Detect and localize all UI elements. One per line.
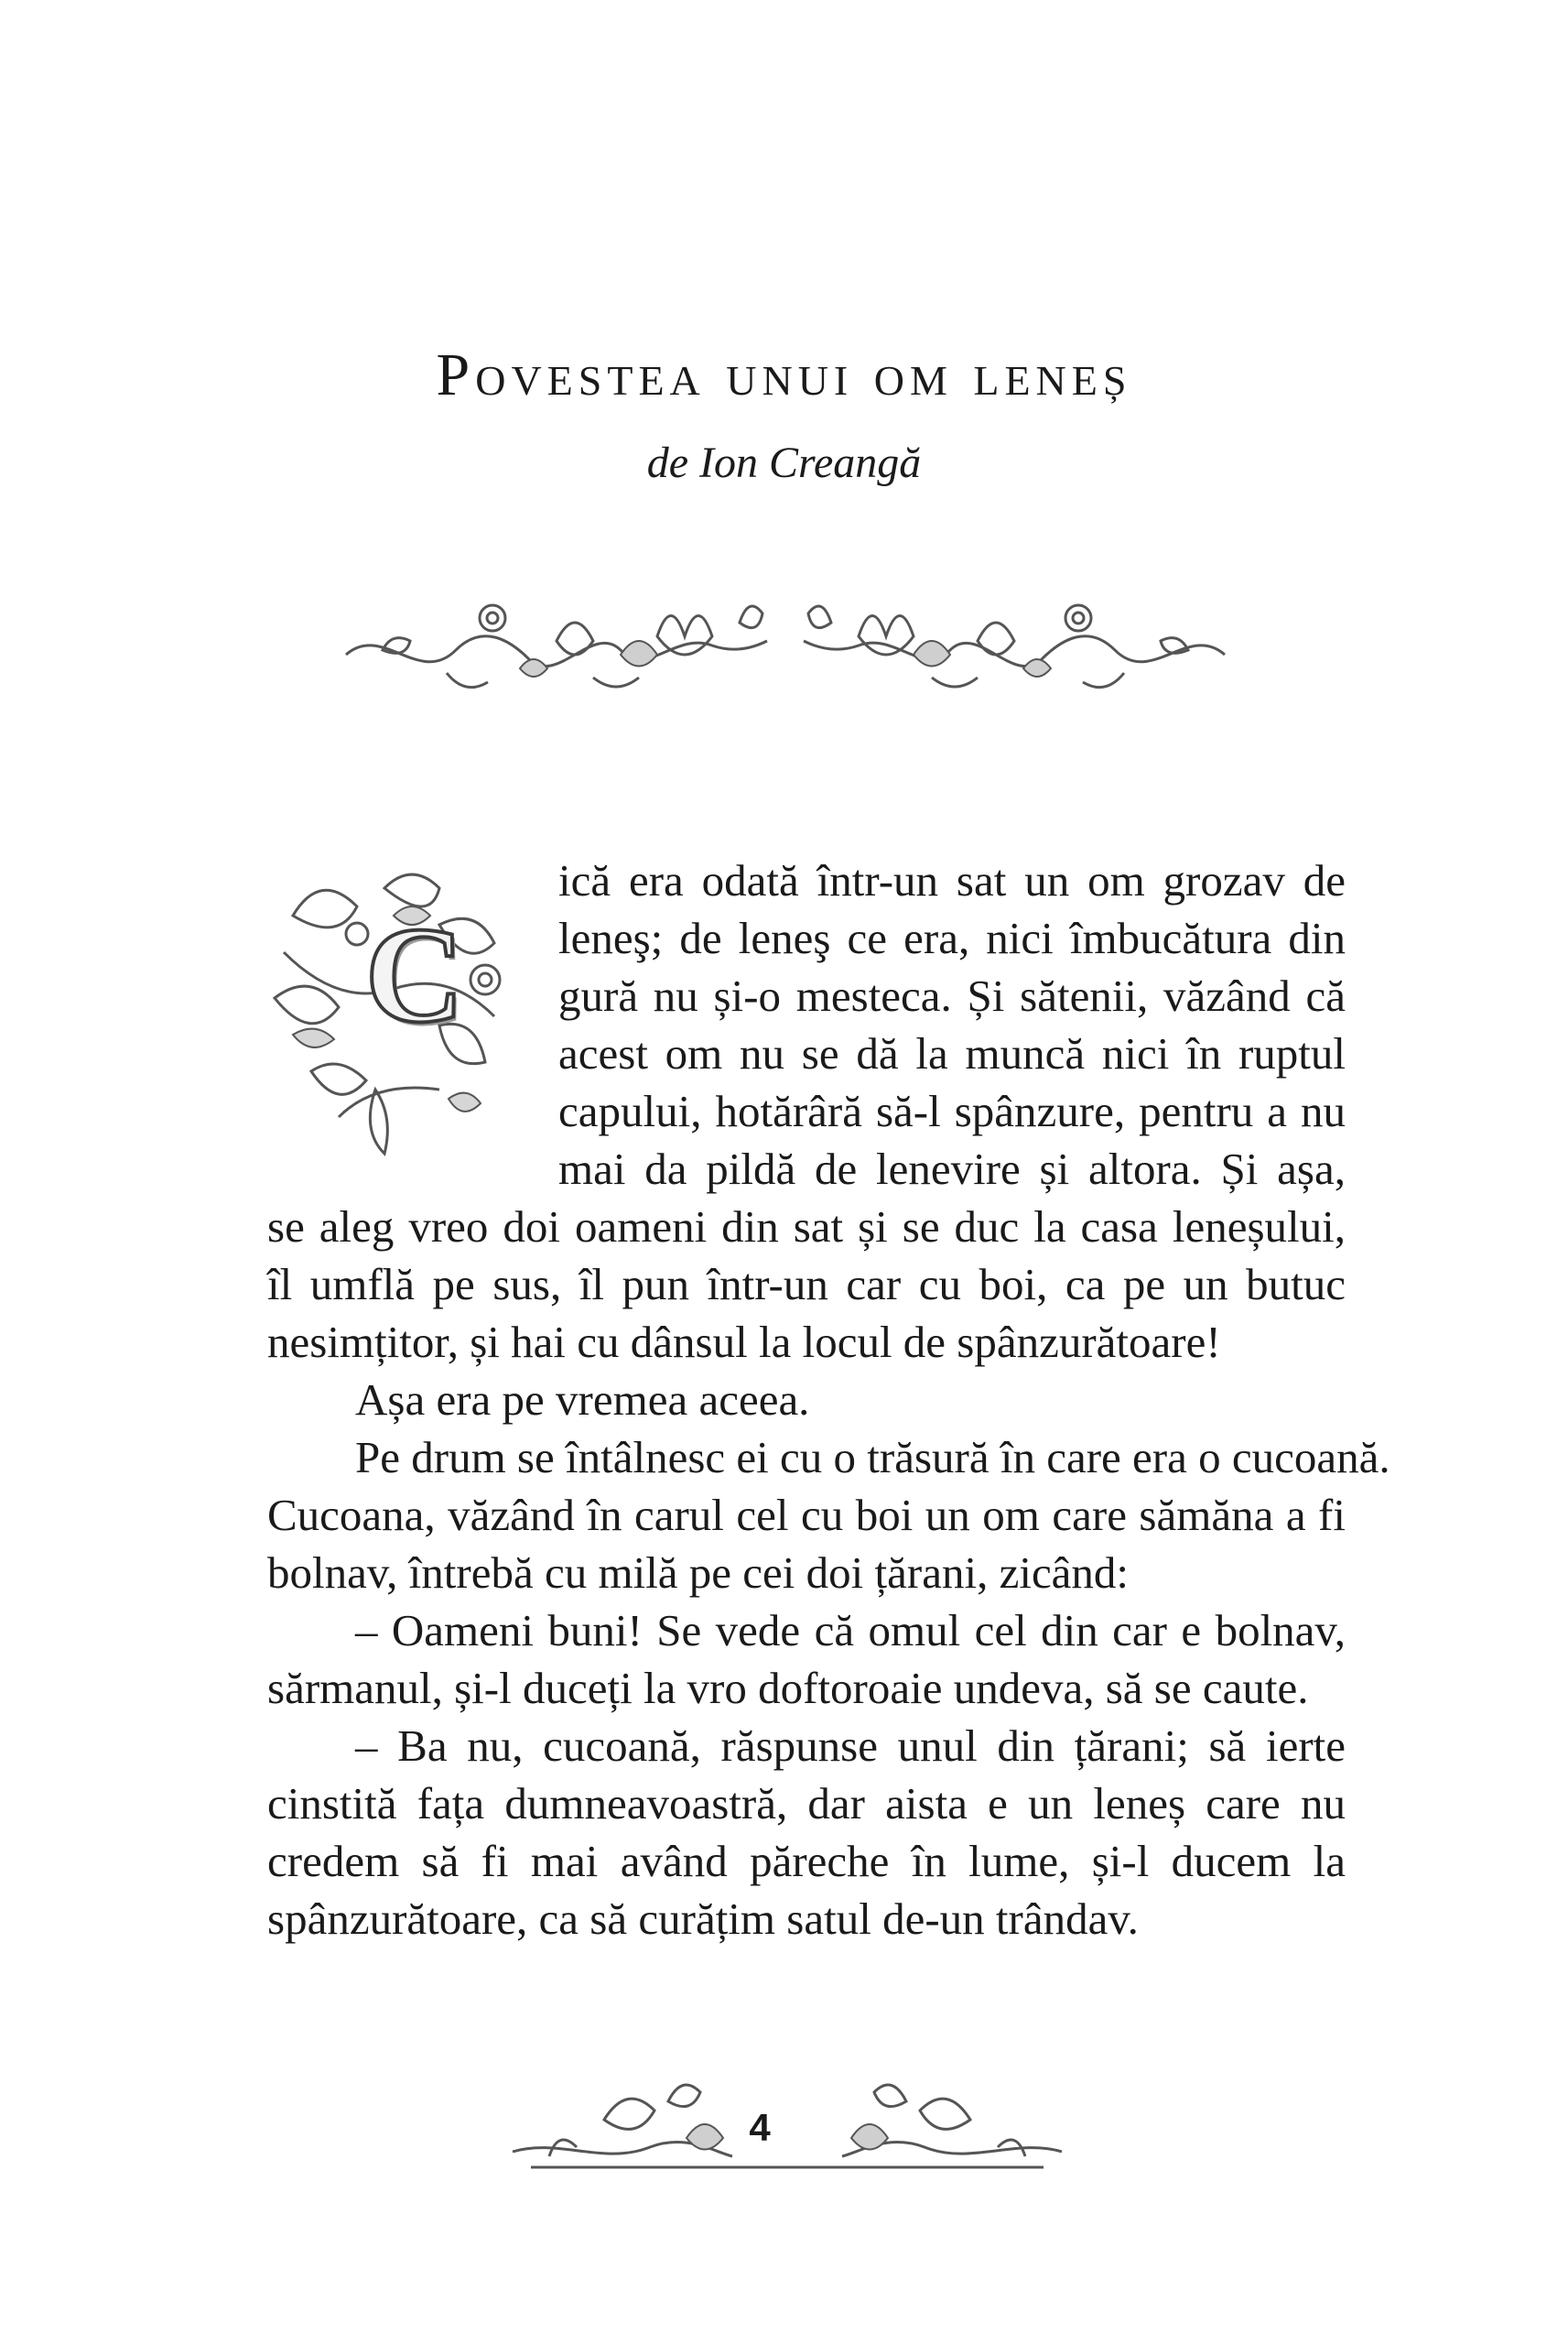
text-line: cinstită fața dumneavoastră, dar aista e un leneș care nu (267, 1778, 1346, 1828)
text-line: credem să fi mai având păreche în lume, și-l ducem la (267, 1836, 1346, 1886)
text-line: spânzurătoare, ca să curățim satul de-un trândav. (267, 1894, 1139, 1944)
text-line: sărmanul, și-l duceți la vro doftoroaie undeva, să se caute. (267, 1663, 1309, 1713)
floral-ornament-top-icon (328, 586, 1243, 705)
story-title: Povestea unui om leneș (436, 342, 1132, 408)
text-line: acest om nu se dă la muncă nici în ruptul (558, 1028, 1346, 1079)
text-line: bolnav, întrebă cu milă pe cei doi țărani, zicând: (267, 1547, 1130, 1598)
floral-ornament-bottom-icon (494, 2065, 1080, 2184)
author-line: de Ion Creangă (646, 439, 922, 487)
text-line: Cucoana, văzând în carul cel cu boi un om care sămăna a fi (267, 1490, 1346, 1540)
text-line: leneş; de leneş ce era, nici îmbucătura din (558, 913, 1346, 963)
text-line: gură nu și-o mesteca. Și sătenii, văzând că (558, 971, 1346, 1021)
text-line: capului, hotărâră să-l spânzure, pentru a nu (558, 1086, 1346, 1136)
text-line: Pe drum se întâlnesc ei cu o trăsură în care era o cucoană. (355, 1432, 1390, 1482)
text-line: nesimțitor, și hai cu dânsul la locul de spânzurătoare! (267, 1317, 1221, 1367)
text-line: – Ba nu, cucoană, răspunse unul din țărani; să ierte (355, 1720, 1346, 1771)
paragraph-opening (558, 852, 1346, 1198)
dropcap-letter: C (364, 899, 465, 1051)
page-number: 4 (749, 2106, 771, 2149)
text-line: se aleg vreo doi oameni din sat și se duc la casa leneșului, (267, 1201, 1346, 1252)
text-line: – Oameni buni! Se vede că omul cel din car e bolnav, (355, 1605, 1346, 1655)
text-line: Așa era pe vremea aceea. (355, 1374, 810, 1425)
paragraph-body (267, 1198, 1390, 1948)
text-line: mai da pildă de lenevire și altora. Și așa, (558, 1144, 1346, 1194)
text-line: ică era odată într-un sat un om grozav de (558, 855, 1346, 906)
text-line: îl umflă pe sus, îl pun într-un car cu boi, ca pe un butuc (267, 1259, 1346, 1309)
